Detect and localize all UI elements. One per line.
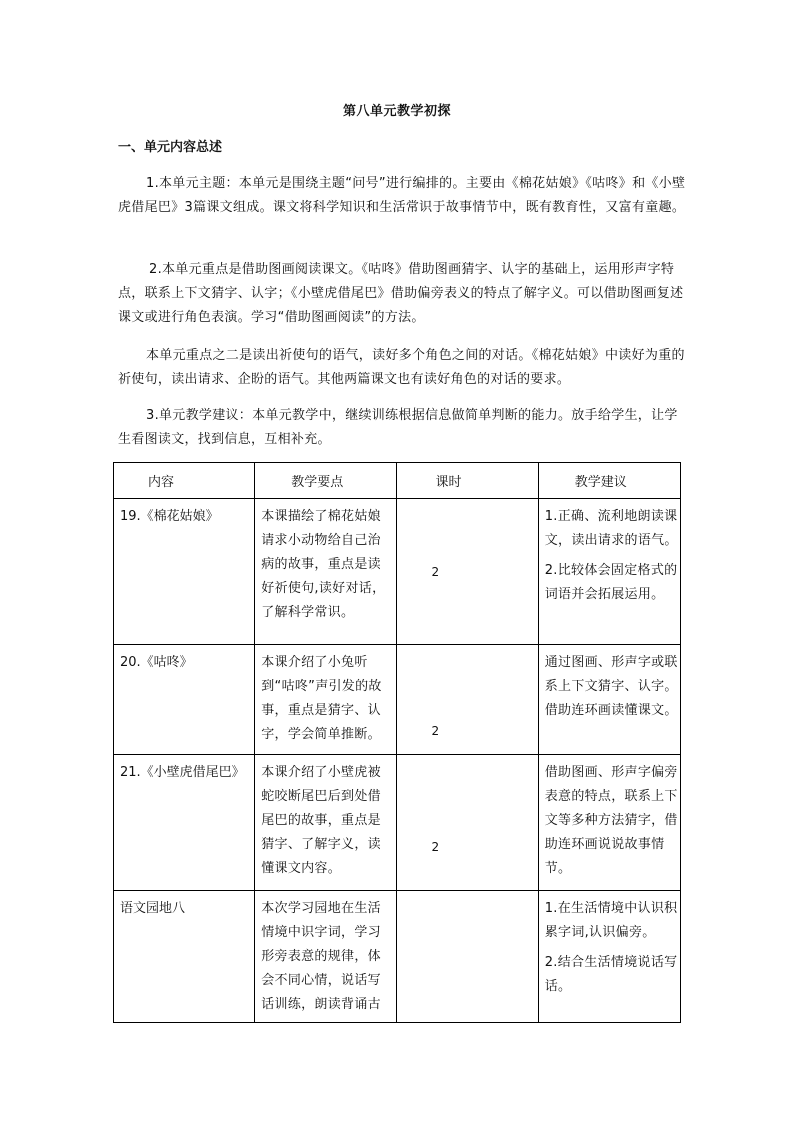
hours-cell [397, 891, 538, 1023]
points-cell [255, 499, 397, 645]
header-advice: 教学建议 [538, 463, 680, 499]
lesson-cell [114, 755, 255, 891]
lesson-cell [114, 499, 255, 645]
lesson-points: 本课介绍了小壁虎被蛇咬断尾巴后到处借尾巴的故事，重点是猜字、了解字义，读懂课文内容。 [261, 765, 381, 876]
lesson-cell [114, 891, 255, 1023]
lesson-points: 本课描绘了棉花姑娘请求小动物给自己治病的故事，重点是读好祈使句,读好对话，了解科学常识。 [261, 509, 386, 620]
header-content: 内容 [114, 463, 255, 499]
lesson-title: 21.《小壁虎借尾巴》 [120, 765, 245, 780]
advice-item: 1.正确、流利地朗读课文，读出请求的语气。 [544, 509, 678, 548]
table-row [114, 755, 681, 891]
advice-cell [538, 499, 680, 645]
advice-item: 1.在生活情境中认识积累字词,认识偏旁。 [544, 901, 678, 940]
paragraph-unit-theme: 1.本单元主题：本单元是围绕主题“问号”进行编排的。主要由《棉花姑娘》《咕咚》和《小壁虎借尾巴》3篇课文组成。课文将科学知识和生活常识于故事情节中，既有教育性，又富有童趣。 [118, 176, 686, 215]
paragraph-unit-focus-two: 本单元重点之二是读出祈使句的语气，读好多个角色之间的对话。《棉花姑娘》中读好为重的祈使句，读出请求、企盼的语气。其他两篇课文也有读好角色的对话的要求。 [118, 348, 685, 387]
advice-item: 通过图画、形声字或联系上下文猜字、认字。借助连环画读懂课文。 [544, 655, 678, 718]
advice-item: 2.比较体会固定格式的词语并会拓展运用。 [544, 563, 678, 602]
page-title: 第八单元教学初探 [342, 104, 451, 119]
section-heading: 一、单元内容总述 [118, 140, 223, 155]
table-row [114, 499, 681, 645]
points-cell [255, 755, 397, 891]
table-row [114, 891, 681, 1023]
points-cell [255, 891, 397, 1023]
advice-cell [538, 891, 680, 1023]
lesson-hours: 2 [431, 564, 440, 579]
advice-cell [538, 645, 680, 755]
lesson-cell [114, 645, 255, 755]
hours-cell [397, 499, 538, 645]
header-hours: 课时 [397, 463, 538, 499]
lesson-title: 语文园地八 [120, 901, 186, 916]
lesson-hours: 2 [431, 724, 440, 738]
lesson-plan-table [113, 462, 681, 1023]
table-row [114, 645, 681, 755]
header-points: 教学要点 [255, 463, 397, 499]
paragraph-unit-focus: 2.本单元重点是借助图画阅读课文。《咕咚》借助图画猜字、认字的基础上，运用形声字特点，联系上下文猜字、认字；《小壁虎借尾巴》借助偏旁表义的特点了解字义。可以借助图画复述课文或进行角色表演。学习“借助图画阅读”的方法。 [118, 262, 684, 325]
paragraph-teaching-advice: 3.单元教学建议：本单元教学中，继续训练根据信息做简单判断的能力。放手给学生，让学生看图读文，找到信息，互相补充。 [118, 408, 678, 447]
lesson-title: 20.《咕咚》 [120, 655, 193, 670]
lesson-hours: 2 [431, 840, 440, 854]
hours-cell [397, 755, 538, 891]
points-cell [255, 645, 397, 755]
table-header-row [114, 463, 681, 499]
advice-item: 2.结合生活情境说话写话。 [544, 955, 678, 994]
hours-cell [397, 645, 538, 755]
lesson-points: 本课介绍了小兔听到“咕咚”声引发的故事，重点是猜字、认字，学会简单推断。 [261, 655, 382, 742]
lesson-points: 本次学习园地在生活情境中识字词，学习形旁表意的规律，体会不同心情，说话写话训练，朗读背诵古 [261, 901, 381, 1012]
lesson-title: 19.《棉花姑娘》 [120, 509, 219, 524]
advice-item: 借助图画、形声字偏旁表意的特点，联系上下文等多种方法猜字，借助连环画说说故事情节。 [544, 765, 678, 876]
advice-cell [538, 755, 680, 891]
